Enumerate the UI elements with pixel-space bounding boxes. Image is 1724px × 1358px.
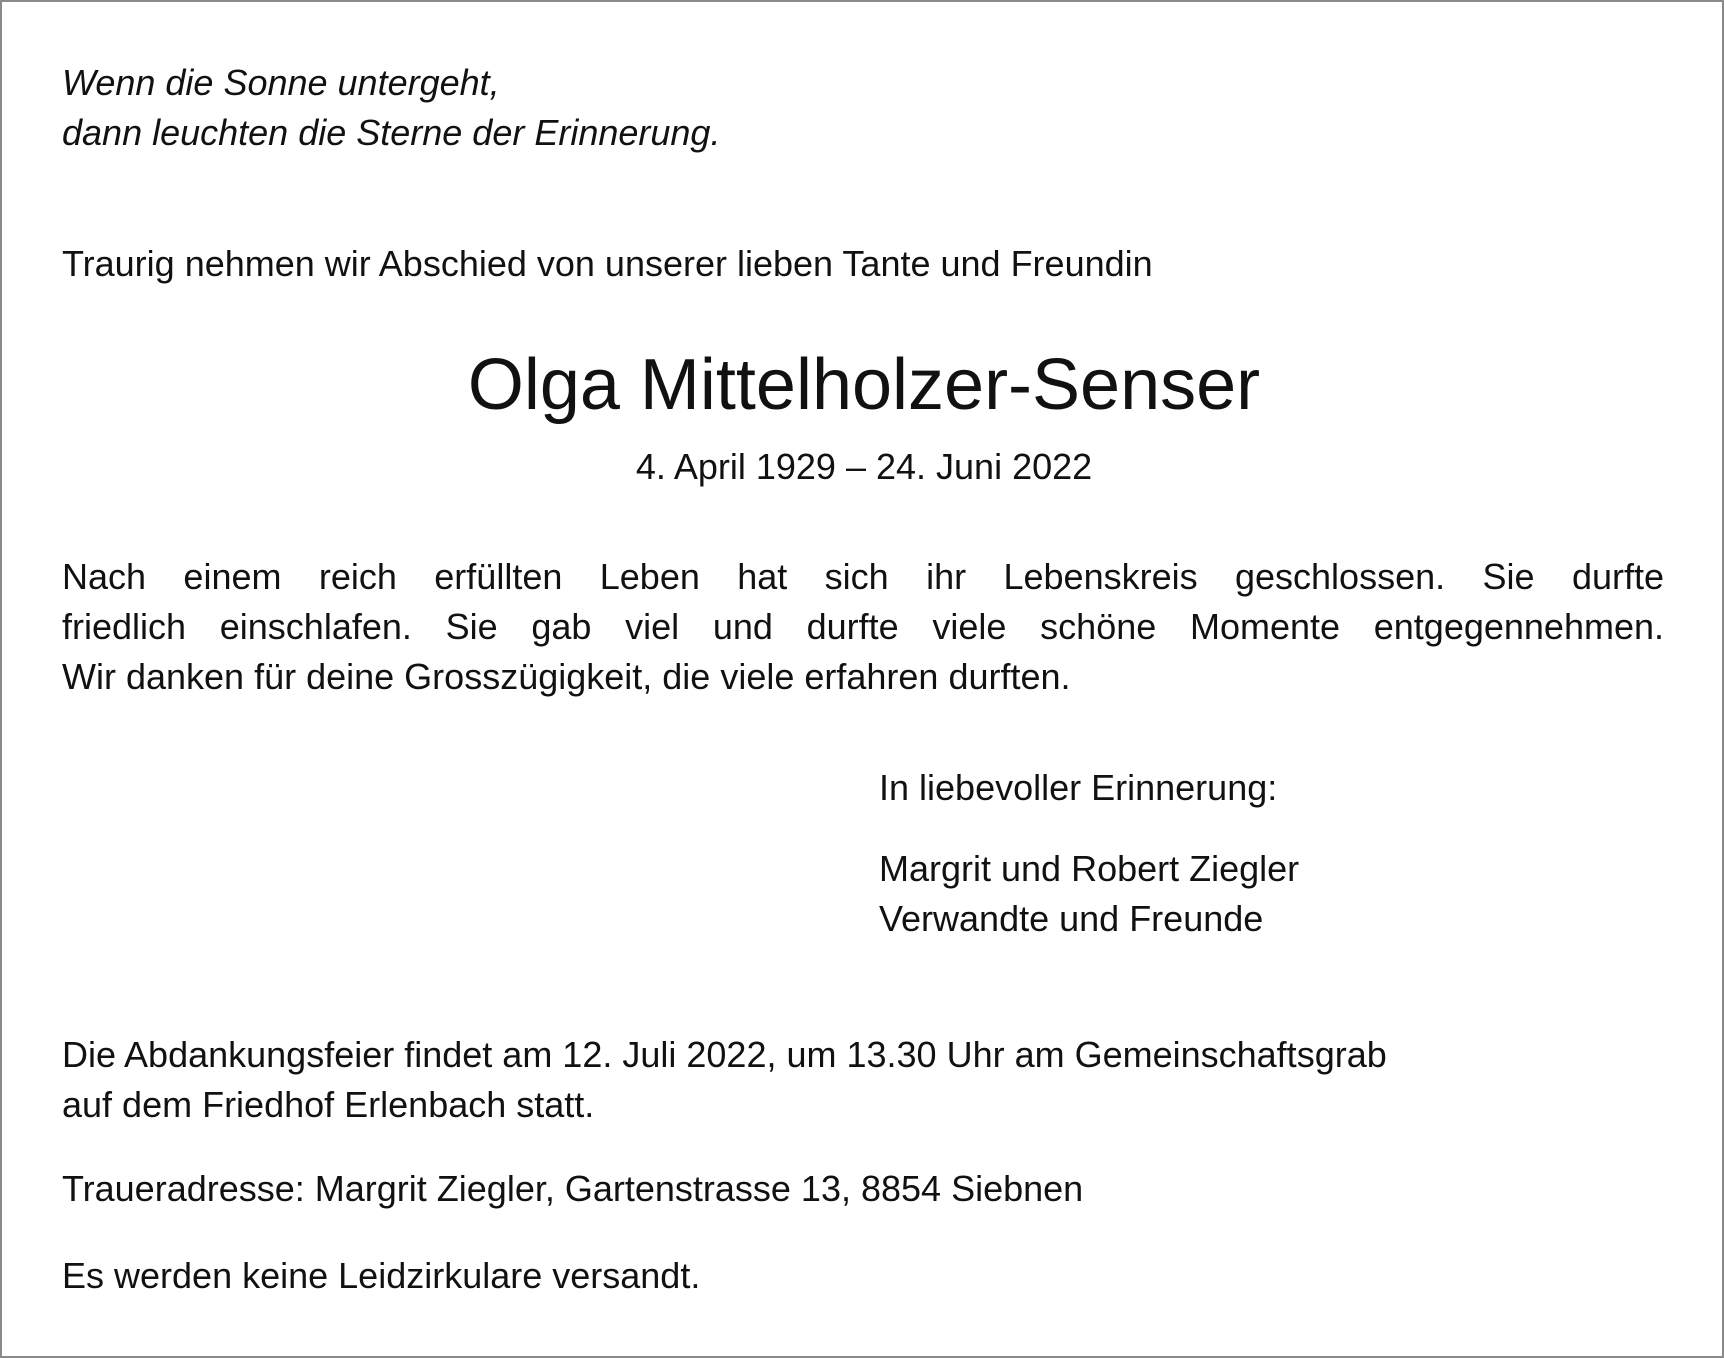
intro-text: Traurig nehmen wir Abschied von unserer lieben Tante und Freundin (62, 243, 1153, 284)
motto-line-2: dann leuchten die Sterne der Erinnerung. (62, 112, 721, 153)
tribute-line-2: friedlich einschlafen. Sie gab viel und durfte viele schöne Momente entgegennehmen. (62, 606, 1664, 647)
signer-line-2: Verwandte und Freunde (879, 898, 1264, 939)
circular-notice: Es werden keine Leidzirkulare versandt. (62, 1255, 701, 1296)
ceremony-line-2: auf dem Friedhof Erlenbach statt. (62, 1084, 595, 1125)
life-dates: 4. April 1929 – 24. Juni 2022 (635, 446, 1093, 487)
ceremony-line-1: Die Abdankungsfeier findet am 12. Juli 2022, um 13.30 Uhr am Gemeinschaftsgrab (62, 1034, 1387, 1075)
motto-line-1: Wenn die Sonne untergeht, (62, 62, 500, 103)
mourning-address: Traueradresse: Margrit Ziegler, Gartenstrasse 13, 8854 Siebnen (62, 1168, 1084, 1209)
memorial-motto (62, 58, 720, 158)
closing-phrase: In liebevoller Erinnerung: (879, 767, 1278, 808)
tribute-line-1: Nach einem reich erfüllten Leben hat sich ihr Lebenskreis geschlossen. Sie durfte (62, 556, 1664, 597)
tribute-paragraph (62, 552, 1664, 702)
ceremony-info (62, 1030, 1387, 1130)
signers (879, 844, 1299, 944)
signer-line-1: Margrit und Robert Ziegler (879, 848, 1300, 889)
tribute-line-3: Wir danken für deine Grosszügigkeit, die viele erfahren durften. (62, 656, 1071, 697)
deceased-name: Olga Mittelholzer-Senser (467, 345, 1261, 425)
